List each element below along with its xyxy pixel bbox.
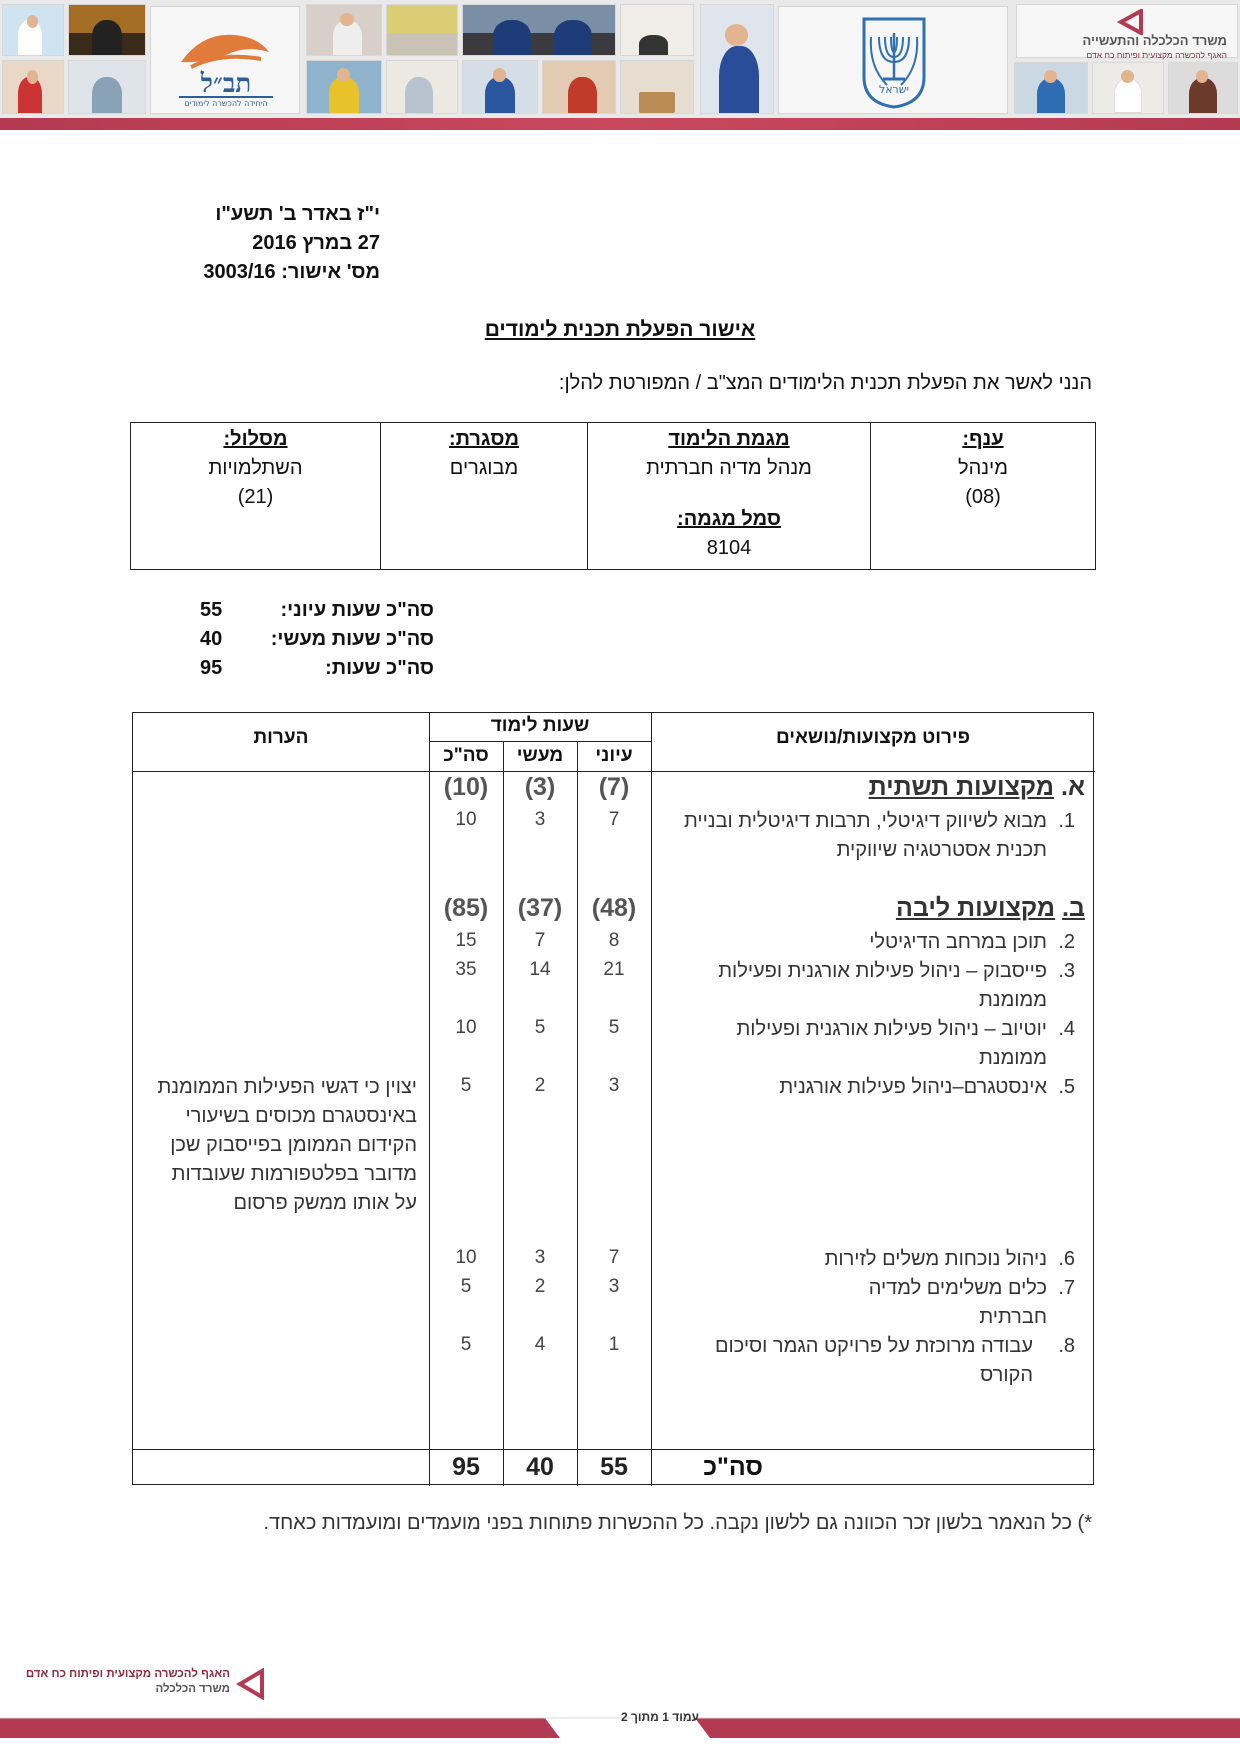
footer-ministry: משרד הכלכלה: [155, 1683, 230, 1695]
banner-photo: [2, 60, 64, 114]
column-divider: [503, 741, 504, 1486]
banner-divider: [0, 118, 1240, 130]
banner-photo: [306, 4, 382, 56]
sum-theory: 55: [600, 1453, 628, 1481]
banner-photo: [68, 60, 146, 114]
column-header-total: סה"כ: [443, 745, 489, 766]
topic-practice: 7: [534, 930, 546, 951]
section-letter: א.: [1061, 773, 1085, 801]
sum-label: סה"כ: [703, 1453, 763, 1481]
banner-photo: [1092, 62, 1164, 114]
approval-label: מס' אישור:: [281, 261, 380, 283]
topic-name: מבוא לשיווק דיגיטלי, תרבות דיגיטלית ובניית תכנית אסטרטגיה שיווקית: [684, 810, 1047, 861]
topic-theory: 1: [608, 1334, 620, 1355]
topic-number: 6.: [1058, 1248, 1075, 1270]
specialty-label: מגמת הלימוד: [668, 428, 790, 450]
framework-value: מבוגרים: [449, 457, 519, 479]
banner-photo: [1014, 62, 1088, 114]
column-divider: [577, 741, 578, 1486]
topic-practice: 3: [534, 809, 546, 830]
framework-cell: [381, 423, 588, 570]
topic-note: יצוין כי דגשי הפעילות הממומנת באינסטגרם מכוסים בשיעורי הקידום הממומן בפייסבוק שכן מדובר בפלטפורמות שעובדות על אותו ממשק פרסום: [157, 1076, 417, 1214]
hours-summary: [200, 596, 434, 683]
topic-name: יוטיוב – ניהול פעילות אורגנית ופעילות ממומנת: [736, 1018, 1047, 1069]
tavil-logo-subtitle: היחידה להכשרה לימודים: [184, 99, 268, 108]
gregorian-date: 27 במרץ 2016: [252, 232, 380, 254]
banner-photo: [620, 4, 694, 56]
topic-practice: 2: [534, 1075, 546, 1096]
approval-number: 3003/16: [203, 261, 276, 283]
topic-theory: 3: [608, 1276, 620, 1297]
topic-theory: 21: [603, 959, 625, 980]
topic-theory: 7: [608, 809, 620, 830]
curriculum-table: [132, 712, 1094, 1485]
footer-department: האגף להכשרה מקצועית ופיתוח כח אדם: [25, 1668, 230, 1680]
topic-total: 10: [455, 1017, 477, 1038]
approval-line: [130, 258, 380, 287]
topic-name: עבודה מרוכזת על פרויקט הגמר וסיכום הקורס: [714, 1335, 1033, 1386]
topic-item: [665, 957, 1075, 1015]
intro-text: הנני לאשר את הפעלת תכנית הלימודים המצ"ב / המפורטת להלן:: [558, 372, 1092, 394]
branch-code: (08): [965, 486, 1001, 508]
topic-number: 5.: [1058, 1076, 1075, 1098]
column-header-notes: הערות: [253, 727, 309, 748]
banner-photo: [386, 60, 458, 114]
topic-theory: 8: [608, 930, 620, 951]
section-name: מקצועות ליבה: [895, 894, 1056, 922]
topic-number: 2.: [1058, 931, 1075, 953]
summary-value: 40: [200, 628, 223, 650]
framework-label: מסגרת:: [448, 428, 519, 450]
topic-practice: 2: [534, 1276, 546, 1297]
topic-theory: 7: [608, 1247, 620, 1268]
topic-item: [665, 1245, 1075, 1274]
emblem-caption: ישראל: [878, 83, 910, 96]
topic-total: 5: [460, 1276, 472, 1297]
track-label: מסלול:: [223, 428, 288, 450]
section-title: [655, 773, 1085, 802]
topic-name: אינסטגרם–ניהול פעילות אורגנית: [779, 1076, 1047, 1098]
sum-practice: 40: [526, 1453, 554, 1481]
column-header-topics: פירוט מקצועות/נושאים: [775, 727, 971, 748]
topic-item: [665, 1015, 1075, 1073]
section-theory: (7): [598, 773, 630, 801]
banner-photo: [620, 60, 694, 114]
topic-practice: 3: [534, 1247, 546, 1268]
tavil-logo-text: תב״ל: [200, 69, 252, 99]
topic-total: 5: [460, 1075, 472, 1096]
topic-number: 8.: [1058, 1335, 1075, 1357]
section-total: (85): [443, 894, 489, 922]
specialty-code-label: סמל מגמה:: [677, 508, 781, 530]
ministry-name-block: [1083, 11, 1228, 60]
topic-number: 1.: [1058, 810, 1075, 832]
topic-total: 10: [455, 809, 477, 830]
topic-item: [665, 1332, 1075, 1390]
row-divider: [133, 1449, 1095, 1450]
ministry-logo: [1016, 4, 1238, 58]
topic-total: 35: [455, 959, 477, 980]
topic-number: 4.: [1058, 1018, 1075, 1040]
topic-practice: 5: [534, 1017, 546, 1038]
topic-practice: 14: [529, 959, 551, 980]
topic-practice: 4: [534, 1334, 546, 1355]
section-letter: ב.: [1062, 894, 1085, 922]
branch-label: ענף:: [962, 428, 1004, 450]
specialty-cell: [588, 423, 871, 570]
topic-theory: 3: [608, 1075, 620, 1096]
banner-photo: [700, 4, 774, 114]
section-title: [655, 894, 1085, 923]
page-number: עמוד 1 מתוך 2: [621, 1710, 699, 1724]
banner-photo: [386, 4, 458, 56]
branch-value: מינהל: [958, 457, 1008, 479]
topic-number: 7.: [1058, 1277, 1075, 1299]
summary-value: 55: [200, 599, 223, 621]
summary-label: סה"כ שעות:: [325, 657, 434, 679]
summary-value: 95: [200, 657, 223, 679]
topic-name: כלים משלימים למדיה חברתית: [868, 1277, 1047, 1328]
state-emblem: [778, 6, 1008, 114]
program-info-table: [130, 422, 1096, 570]
ministry-name: משרד הכלכלה והתעשייה: [1082, 33, 1227, 48]
summary-label: סה"כ שעות מעשי:: [270, 628, 434, 650]
column-header-hours: שעות לימוד: [490, 715, 590, 736]
track-code: (21): [237, 486, 274, 508]
topic-total: 5: [460, 1334, 472, 1355]
specialty-value: מנהל מדיה חברתית: [646, 457, 812, 479]
header-banner: [0, 0, 1240, 130]
track-value: השתלמויות: [208, 457, 303, 479]
date-block: [130, 200, 380, 287]
topic-total: 15: [455, 930, 477, 951]
topic-name: פייסבוק – ניהול פעילות אורגנית ופעילות ממומנת: [718, 960, 1047, 1011]
banner-photo: [68, 4, 146, 56]
topic-theory: 5: [608, 1017, 620, 1038]
branch-cell: [871, 423, 1096, 570]
topic-number: 3.: [1058, 960, 1075, 982]
menorah-emblem-icon: [779, 7, 1009, 115]
summary-row: [200, 625, 434, 654]
topic-item: [815, 1274, 1075, 1332]
summary-label: סה"כ שעות עיוני:: [280, 599, 434, 621]
banner-photo: [306, 60, 382, 114]
summary-row: [200, 596, 434, 625]
document-title: אישור הפעלת תכנית לימודים: [484, 318, 756, 341]
banner-photo: [2, 4, 64, 56]
row-divider: [133, 771, 1095, 772]
hebrew-date: י"ז באדר ב' תשע"ו: [215, 203, 380, 225]
topic-item: [665, 1073, 1075, 1102]
gender-footnote: *) כל הנאמר בלשון זכר הכוונה גם ללשון נקבה. כל ההכשרות פתוחות בפני מועמדים ומועמדות כאחד.: [263, 1512, 1092, 1534]
topic-item: [665, 928, 1075, 957]
column-header-theory: עיוני: [595, 745, 633, 766]
topic-total: 10: [455, 1247, 477, 1268]
ministry-subtitle: האגף להכשרה מקצועית ופיתוח כח אדם: [1086, 50, 1227, 60]
track-cell: [131, 423, 381, 570]
topic-item: [665, 807, 1075, 865]
banner-photo: [1168, 62, 1238, 114]
summary-row: [200, 654, 434, 683]
section-practice: (37): [517, 894, 563, 922]
section-total: (10): [443, 773, 489, 801]
topic-name: ניהול נוכחות משלים לזירות: [824, 1248, 1047, 1270]
row-divider: [429, 741, 651, 742]
tavil-logo: [150, 6, 300, 114]
footer-logo-icon: [236, 1668, 266, 1700]
footer-logo: [16, 1668, 266, 1702]
banner-photo: [462, 4, 616, 56]
section-practice: (3): [524, 773, 556, 801]
topic-name: תוכן במרחב הדיגיטלי: [869, 931, 1047, 953]
sum-total: 95: [452, 1453, 480, 1481]
section-theory: (48): [591, 894, 637, 922]
banner-photo: [462, 60, 538, 114]
banner-photo: [542, 60, 616, 114]
column-header-practice: מעשי: [516, 745, 564, 766]
specialty-code: 8104: [706, 537, 752, 559]
column-divider: [651, 713, 652, 1486]
section-name: מקצועות תשתית: [868, 773, 1055, 801]
